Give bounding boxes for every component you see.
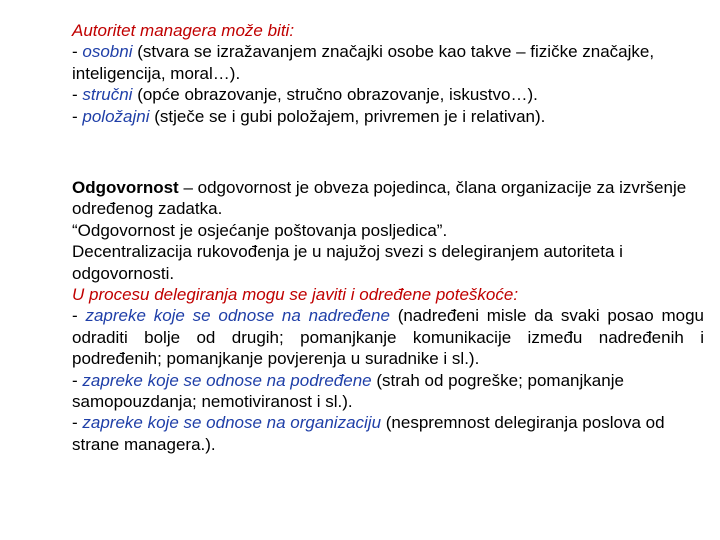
item-description: (stječe se i gubi položajem, privremen je i relativan). bbox=[149, 106, 546, 126]
responsibility-section bbox=[72, 177, 704, 455]
item-prefix: - bbox=[72, 370, 83, 390]
authority-item-personal bbox=[72, 41, 704, 84]
authority-item-positional bbox=[72, 106, 704, 127]
item-term: osobni bbox=[82, 42, 133, 62]
item-prefix: - bbox=[72, 306, 86, 326]
item-term: zapreke koje se odnose na organizaciju bbox=[82, 413, 382, 433]
obstacle-superiors bbox=[72, 305, 704, 369]
item-prefix: - bbox=[72, 42, 83, 62]
responsibility-definition bbox=[72, 177, 704, 220]
responsibility-quote: “Odgovornost je osjećanje poštovanja posljedica”. bbox=[72, 220, 448, 240]
item-description: (nespremnost delegiranja poslova od strane managera.). bbox=[72, 413, 665, 454]
authority-section bbox=[72, 20, 704, 127]
difficulties-heading: U procesu delegiranja mogu se javiti i određene poteškoće: bbox=[72, 285, 519, 305]
item-prefix: - bbox=[72, 85, 83, 105]
decentralization-text: Decentralizacija rukovođenja je u najužoj svezi s delegiranjem autoriteta i odgovornosti. bbox=[72, 242, 623, 283]
item-term: zapreke koje se odnose na nadređene bbox=[85, 306, 390, 326]
item-prefix: - bbox=[72, 413, 83, 433]
item-prefix: - bbox=[72, 106, 83, 126]
item-description: (nadređeni misle da svaki posao mogu odraditi bolje od drugih; pomanjkanje komunikacije između nadređenih i podređenih; pomanjkanje povjerenja u suradnike i sl.). bbox=[72, 306, 704, 369]
authority-heading: Autoritet managera može biti: bbox=[72, 21, 295, 40]
responsibility-text: – odgovornost je obveza pojedinca, člana organizacije za izvršenje određenog zadatka. bbox=[72, 178, 687, 219]
item-term: stručni bbox=[82, 85, 133, 105]
obstacle-organization bbox=[72, 412, 704, 455]
item-description: (opće obrazovanje, stručno obrazovanje, iskustvo…). bbox=[132, 85, 538, 105]
item-term: položajni bbox=[82, 106, 150, 126]
obstacle-subordinates bbox=[72, 370, 704, 413]
item-description: (strah od pogreške; pomanjkanje samopouzdanja; nemotiviranost i sl.). bbox=[72, 370, 624, 412]
item-term: zapreke koje se odnose na podređene bbox=[82, 370, 372, 390]
item-description: (stvara se izražavanjem značajki osobe kao takve – fizičke značajke, inteligencija, moral…). bbox=[72, 42, 655, 83]
responsibility-term: Odgovornost bbox=[72, 178, 179, 197]
authority-item-professional bbox=[72, 84, 704, 105]
